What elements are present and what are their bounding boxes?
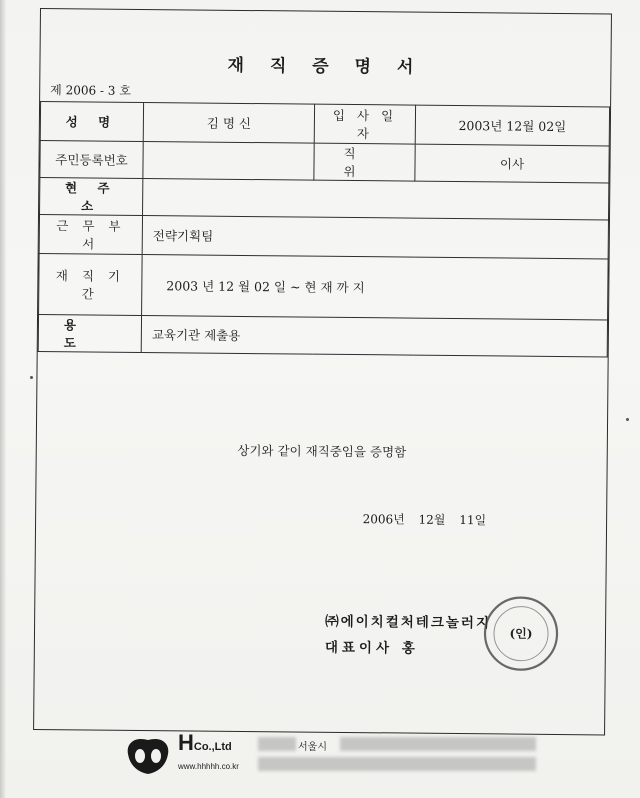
paper-edge [0, 0, 6, 798]
seal-mark: (인) [509, 626, 533, 641]
company-seal [481, 593, 562, 674]
resident-id-label: 주민등록번호 [40, 141, 143, 179]
paper-speck [626, 418, 629, 421]
redacted-block [340, 737, 536, 751]
footer-brand-suffix: Co.,Ltd [193, 741, 232, 753]
redacted-block [258, 737, 296, 751]
redacted-block [258, 757, 536, 771]
row-purpose [38, 315, 607, 357]
department-label: 근 무 부 서 [39, 215, 142, 255]
name-value: 김 명 신 [143, 102, 314, 143]
row-address [40, 178, 609, 220]
period-value: 2003 년 12 월 02 일 ~ 현 재 까 지 [142, 254, 609, 319]
join-date-label: 입 사 일 자 [314, 104, 415, 144]
employment-form-table [38, 101, 610, 357]
footer-city: 서울시 [298, 742, 327, 753]
position-label: 직 위 [314, 143, 415, 181]
company-name: ㈜에이치컬처테크놀러지 [325, 613, 492, 632]
document-number: 제 2006 - 3 호 [50, 83, 131, 98]
name-label: 성 명 [40, 102, 143, 142]
row-period [39, 254, 609, 320]
department-value: 전략기획팀 [142, 215, 608, 258]
certificate-frame [33, 8, 612, 735]
row-department [39, 215, 608, 259]
issue-date: 2006년 12월 11일 [362, 512, 487, 528]
paper-speck [30, 376, 33, 379]
address-value [143, 178, 609, 219]
certification-statement: 상기와 같이 재직중임을 증명함 [237, 442, 407, 460]
ceo-name: 대표이사 홍 [324, 639, 419, 657]
position-value: 이사 [415, 144, 609, 183]
row-resident-id [40, 141, 609, 183]
footer-url: www.hhhhh.co.kr [178, 762, 239, 771]
document-title: 재 직 증 명 서 [227, 55, 424, 78]
period-label: 재 직 기 간 [39, 254, 143, 316]
purpose-value: 교육기관 제출용 [141, 315, 607, 356]
row-name [40, 102, 609, 146]
purpose-label: 용 도 [38, 315, 141, 353]
footer-brand [178, 730, 232, 756]
resident-id-value [143, 141, 314, 180]
footer-brand-letter: H [178, 730, 194, 755]
address-label: 현 주 소 [40, 178, 143, 216]
join-date-value: 2003년 12월 02일 [415, 105, 609, 146]
company-logo-icon [124, 734, 172, 778]
